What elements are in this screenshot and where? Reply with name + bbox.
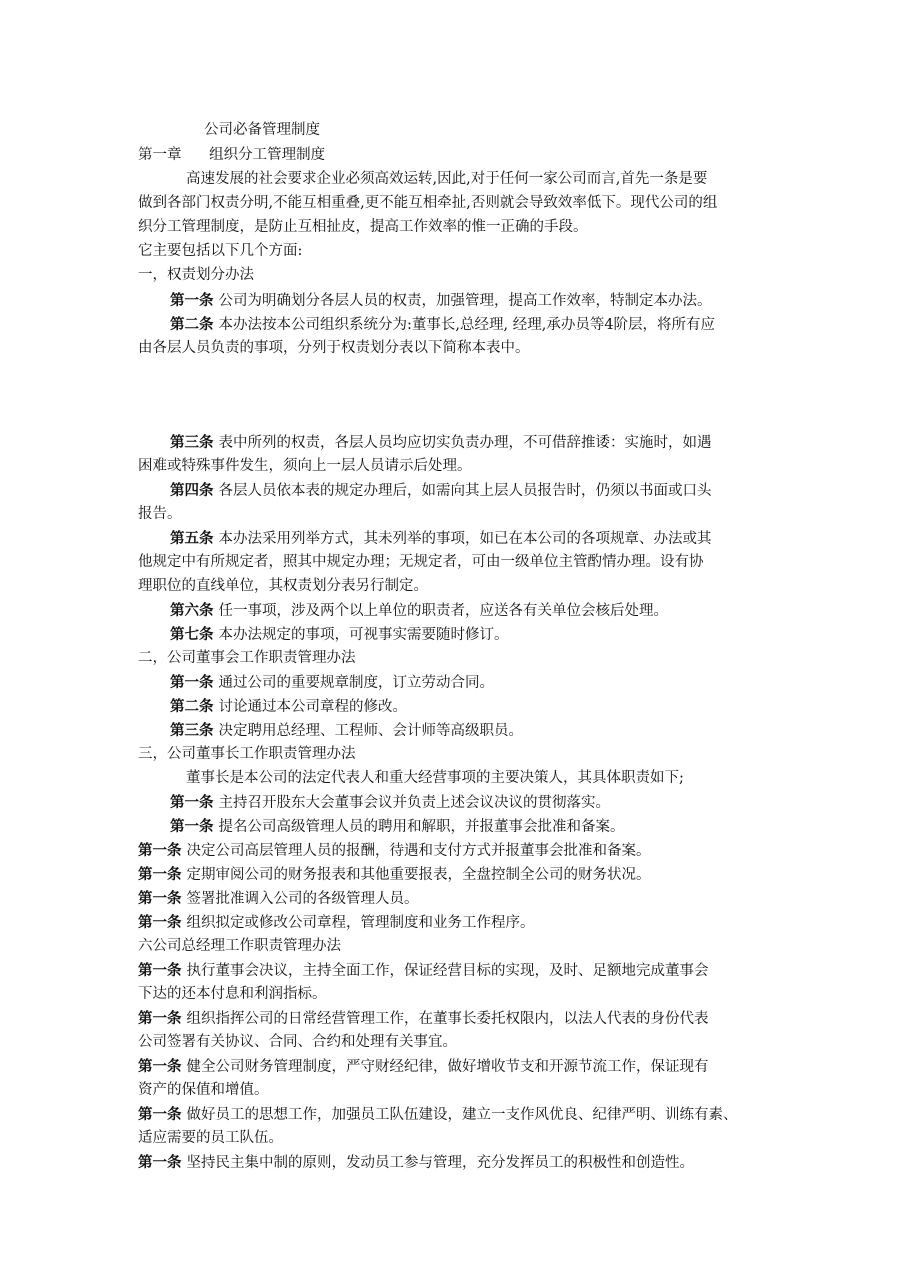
article-text: 各层人员依本表的规定办理后，如需向其上层人员报告时，仍须以书面或口头: [218, 483, 712, 499]
article-label: 第一条: [170, 818, 214, 835]
article-label: 第一条: [138, 1058, 182, 1075]
article-text: 本办法按本公司组织系统分为:董事长,总经理, 经理,承办员等4阶层，将所有应: [218, 317, 716, 333]
article: [138, 887, 778, 910]
article: [170, 815, 778, 838]
article-text: 做好员工的思想工作，加强员工队伍建设，建立一支作风优良、纪律严明、训练有素、: [186, 1107, 738, 1123]
article-label: 第五条: [170, 530, 214, 547]
article-continuation: 报告。: [138, 506, 182, 522]
article: [138, 1151, 778, 1174]
article-label: 第一条: [138, 866, 182, 883]
article-continuation: 资产的保值和增值。: [138, 1082, 269, 1098]
article-label: 第二条: [170, 316, 214, 333]
article: [138, 959, 778, 982]
article-label: 第一条: [138, 1106, 182, 1123]
article-continuation: 他规定中有所规定者，照其中规定办理；无规定者，可由一级单位主管酌情办理。设有协: [138, 554, 704, 570]
article: [138, 1007, 778, 1030]
article-continuation: 困难或特殊事件发生，须向上一层人员请示后处理。: [138, 458, 472, 474]
article: [170, 599, 778, 622]
article-text: 组织拟定或修改公司章程，管理制度和业务工作程序。: [186, 915, 535, 931]
article-label: 第一条: [170, 674, 214, 691]
intro-line: 高速发展的社会要求企业必须高效运转,因此,对于任何一家公司而言,首先一条是要: [186, 171, 708, 187]
article: [170, 289, 778, 312]
article-label: 第一条: [138, 890, 182, 907]
article-text: 定期审阅公司的财务报表和其他重要报表，全盘控制全公司的财务状况。: [186, 867, 651, 883]
article-text: 主持召开股东大会董事会议并负责上述会议决议的贯彻落实。: [218, 795, 610, 811]
article-continuation: 由各层人员负责的事项，分列于权责划分表以下简称本表中。: [138, 340, 530, 356]
section-intro: 董事长是本公司的法定代表人和重大经营事项的主要决策人，其具体职责如下;: [186, 770, 684, 786]
article-text: 本办法规定的事项，可视事实需要随时修订。: [218, 627, 509, 643]
article-text: 决定公司高层管理人员的报酬，待遇和支付方式并报董事会批准和备案。: [186, 843, 651, 859]
article-text: 通过公司的重要规章制度，订立劳动合同。: [218, 675, 494, 691]
article-continuation: 适应需要的员工队伍。: [138, 1130, 283, 1146]
article: [170, 671, 778, 694]
article-label: 第四条: [170, 482, 214, 499]
article-label: 第一条: [138, 962, 182, 979]
article-text: 组织指挥公司的日常经营管理工作，在董事长委托权限内，以法人代表的身份代表: [186, 1011, 709, 1027]
article-continuation: 公司签署有关协议、合同、合约和处理有关事宜。: [138, 1034, 457, 1050]
article-text: 本办法采用列举方式，其未列举的事项，如已在本公司的各项规章、办法或其: [218, 531, 712, 547]
article-text: 健全公司财务管理制度，严守财经纪律，做好增收节支和开源节流工作，保证现有: [186, 1059, 709, 1075]
article-text: 任一事项，涉及两个以上单位的职责者，应送各有关单位会核后处理。: [218, 603, 668, 619]
article: [170, 431, 778, 454]
article-text: 公司为明确划分各层人员的权责，加强管理，提高工作效率，特制定本办法。: [218, 293, 712, 309]
article: [170, 527, 778, 550]
article-text: 表中所列的权责，各层人员均应切实负责办理，不可借辞推诿：实施时，如遇: [218, 435, 712, 451]
section-heading: 一，权责划分办法: [138, 267, 254, 283]
article: [170, 623, 778, 646]
article-label: 第一条: [138, 1154, 182, 1171]
article-continuation: 下达的还本付息和利润指标。: [138, 986, 327, 1002]
intro-line: 织分工管理制度，是防止互相扯皮，提高工作效率的惟一正确的手段。: [138, 219, 588, 235]
article-label: 第三条: [170, 722, 214, 739]
article: [138, 1103, 778, 1126]
section-heading: 三，公司董事长工作职责管理办法: [138, 746, 356, 762]
article-label: 第一条: [170, 292, 214, 309]
article-text: 执行董事会决议，主持全面工作，保证经营目标的实现，及时、足额地完成董事会: [186, 963, 709, 979]
section-heading: 六公司总经理工作职责管理办法: [138, 938, 341, 954]
intro-line: 做到各部门权责分明,不能互相重叠,更不能互相牵扯,否则就会导致效率低下。现代公司的组: [138, 195, 718, 211]
chapter-heading: 第一章 组织分工管理制度: [138, 147, 326, 163]
article-text: 决定聘用总经理、工程师、会计师等高级职员。: [218, 723, 523, 739]
article: [138, 1055, 778, 1078]
section-heading: 二，公司董事会工作职责管理办法: [138, 650, 356, 666]
article-continuation: 理职位的直线单位，其权责划分表另行制定。: [138, 578, 428, 594]
article-label: 第三条: [170, 434, 214, 451]
article: [138, 839, 778, 862]
article-label: 第一条: [138, 1010, 182, 1027]
article-text: 坚持民主集中制的原则，发动员工参与管理，充分发挥员工的积极性和创造性。: [186, 1155, 694, 1171]
article-label: 第一条: [170, 794, 214, 811]
article: [170, 791, 778, 814]
article-label: 第一条: [138, 842, 182, 859]
article-label: 第六条: [170, 602, 214, 619]
article-text: 讨论通过本公司章程的修改。: [218, 699, 407, 715]
article: [138, 863, 778, 886]
article-label: 第一条: [138, 914, 182, 931]
article-label: 第七条: [170, 626, 214, 643]
article: [138, 911, 778, 934]
article: [170, 695, 778, 718]
article-text: 签署批准调入公司的各级管理人员。: [186, 891, 419, 907]
article: [170, 479, 778, 502]
article: [170, 313, 778, 336]
article: [170, 719, 778, 742]
intro-summary: 它主要包括以下几个方面:: [138, 243, 303, 259]
article-label: 第二条: [170, 698, 214, 715]
article-text: 提名公司高级管理人员的聘用和解职，并报董事会批准和备案。: [218, 819, 625, 835]
document-title: 公司必备管理制度: [204, 122, 320, 138]
